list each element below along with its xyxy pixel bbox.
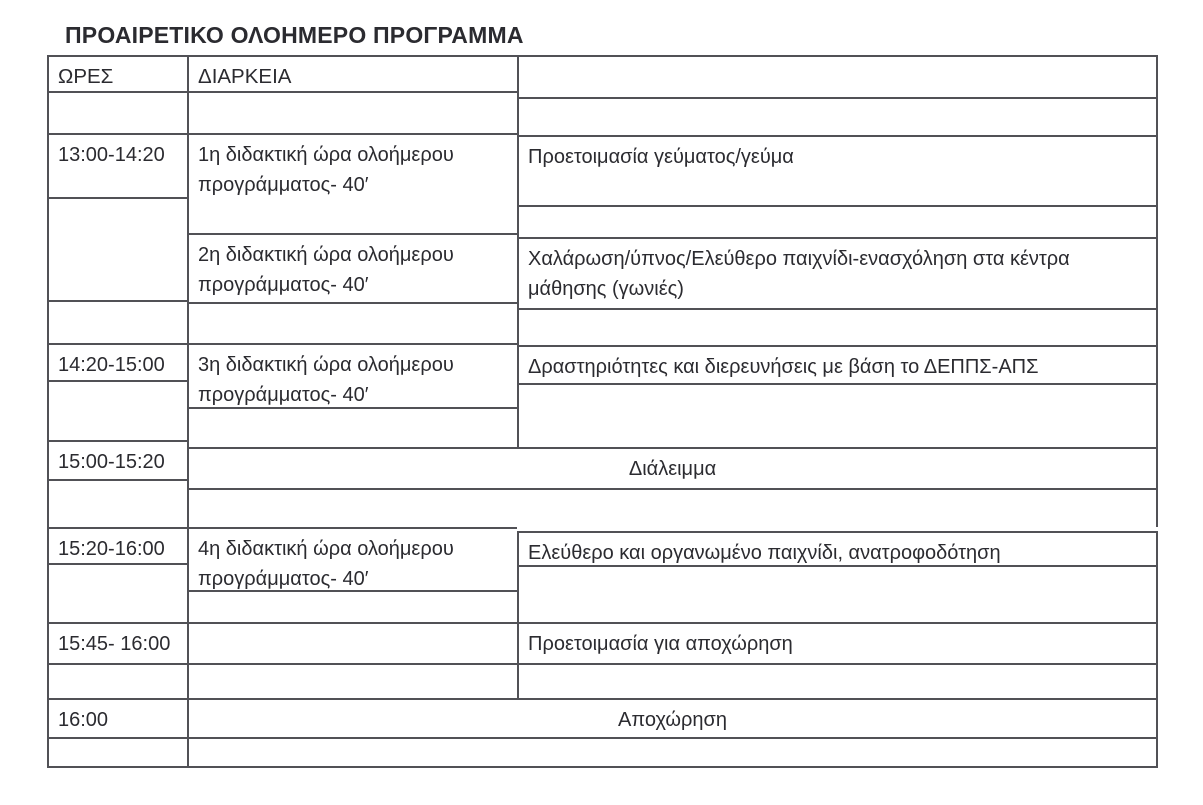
cell-empty bbox=[517, 308, 1158, 345]
cell-empty bbox=[517, 663, 1158, 698]
cell-hours-row6: 16:00 bbox=[47, 698, 187, 737]
cell-empty bbox=[517, 55, 1158, 97]
cell-empty bbox=[187, 590, 517, 622]
cell-empty bbox=[47, 479, 187, 527]
cell-empty bbox=[47, 663, 187, 698]
cell-empty bbox=[517, 97, 1158, 135]
cell-hours-row5: 15:45- 16:00 bbox=[47, 622, 187, 663]
cell-empty bbox=[47, 737, 187, 768]
cell-empty bbox=[187, 407, 517, 447]
cell-duration-row2: 3η διδακτική ώρα ολοήμερου προγράμματος- 40′ bbox=[187, 343, 517, 407]
cell-hours-row0: 13:00-14:20 bbox=[47, 133, 187, 197]
header-hours: ΩΡΕΣ bbox=[47, 55, 187, 91]
cell-empty bbox=[187, 737, 1158, 768]
cell-empty bbox=[187, 91, 517, 133]
cell-departure-merged: Αποχώρηση bbox=[187, 698, 1158, 737]
cell-empty bbox=[47, 197, 187, 300]
cell-hours-row2: 14:20-15:00 bbox=[47, 343, 187, 380]
cell-empty bbox=[47, 563, 187, 622]
cell-empty bbox=[47, 91, 187, 133]
cell-activity-row5: Προετοιμασία για αποχώρηση bbox=[517, 622, 1158, 663]
cell-empty bbox=[187, 488, 1158, 527]
cell-break-merged: Διάλειμμα bbox=[187, 447, 1158, 488]
cell-duration-row4: 4η διδακτική ώρα ολοήμερου προγράμματος- 40′ bbox=[187, 527, 517, 590]
cell-empty bbox=[517, 383, 1158, 447]
cell-empty bbox=[517, 565, 1158, 622]
cell-duration-row1: 2η διδακτική ώρα ολοήμερου προγράμματος- 40′ bbox=[187, 233, 517, 302]
header-duration: ΔΙΑΡΚΕΙΑ bbox=[187, 55, 517, 91]
cell-hours-row3: 15:00-15:20 bbox=[47, 440, 187, 479]
cell-empty bbox=[187, 663, 517, 698]
cell-hours-row4: 15:20-16:00 bbox=[47, 527, 187, 563]
cell-empty bbox=[47, 380, 187, 440]
schedule-table bbox=[47, 55, 1158, 768]
cell-empty bbox=[517, 205, 1158, 237]
cell-duration-row0: 1η διδακτική ώρα ολοήμερου προγράμματος- 40′ bbox=[187, 133, 517, 233]
cell-activity-row4: Ελεύθερο και οργανωμένο παιχνίδι, ανατροφοδότηση bbox=[517, 531, 1158, 565]
cell-activity-row0: Προετοιμασία γεύματος/γεύμα bbox=[517, 135, 1158, 205]
cell-empty bbox=[187, 302, 517, 343]
page-title: ΠΡΟΑΙΡΕΤΙΚΟ ΟΛΟΗΜΕΡΟ ΠΡΟΓΡΑΜΜΑ bbox=[65, 22, 524, 48]
cell-activity-row1: Χαλάρωση/ύπνος/Ελεύθερο παιχνίδι-ενασχόληση στα κέντρα μάθησης (γωνιές) bbox=[517, 237, 1158, 308]
cell-duration-row5-empty bbox=[187, 622, 517, 663]
cell-activity-row2: Δραστηριότητες και διερευνήσεις με βάση το ΔΕΠΠΣ-ΑΠΣ bbox=[517, 345, 1158, 383]
cell-empty bbox=[47, 300, 187, 343]
